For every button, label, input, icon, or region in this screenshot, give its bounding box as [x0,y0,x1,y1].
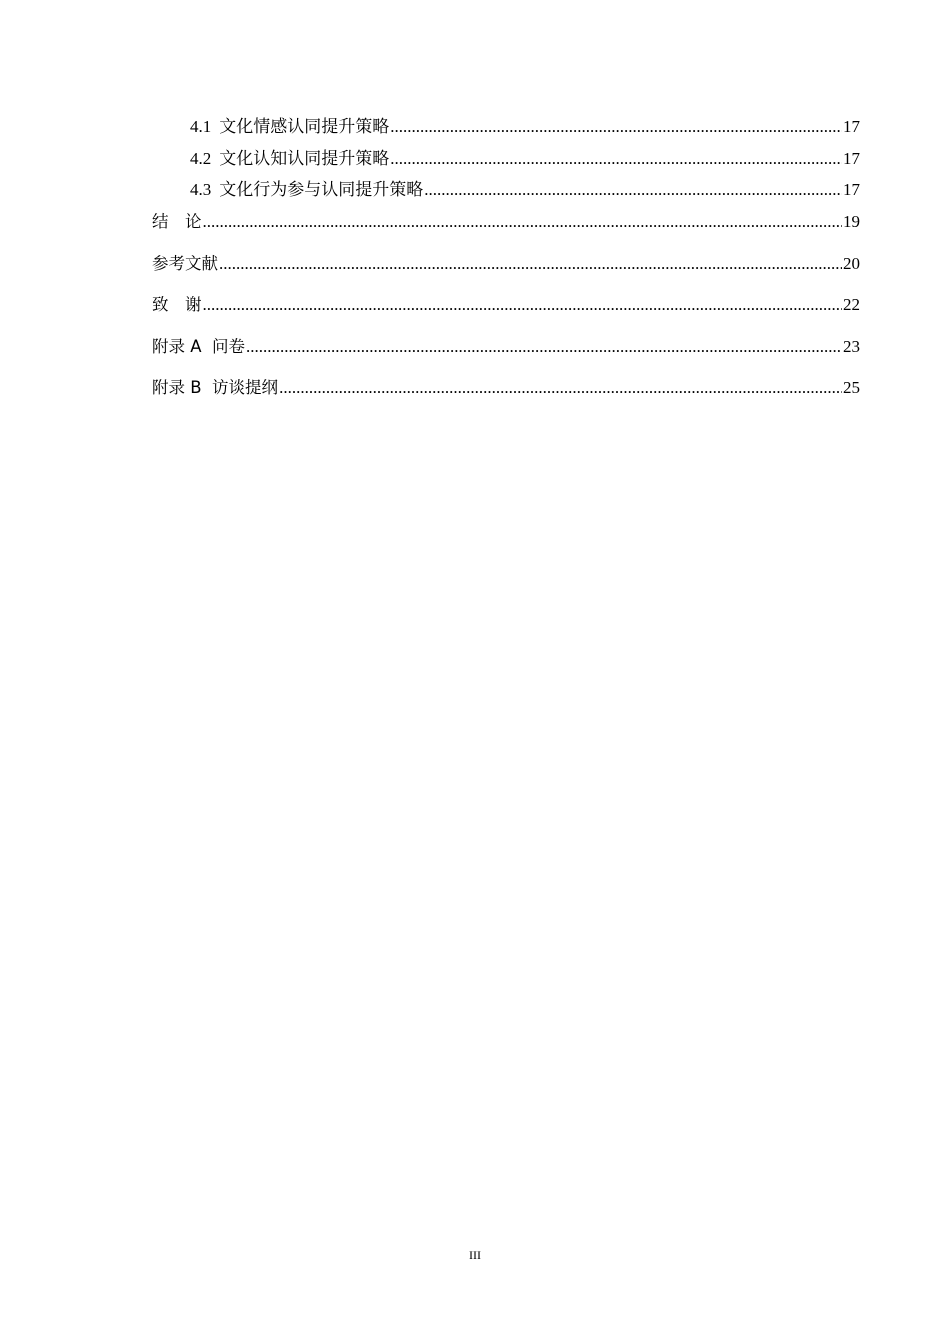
toc-entry-label [190,116,389,138]
toc-entry-number: 4.2 [190,148,212,168]
toc-entry-4-1[interactable] [152,116,860,138]
toc-entry-title: 文化行为参与认同提升策略 [219,180,424,199]
toc-leader-dots [390,148,842,170]
toc-entry-page: 25 [843,378,860,397]
toc-entry-page: 22 [843,295,860,314]
toc-entry-acknowledgements[interactable] [152,294,860,316]
toc-entry-title: 致 谢 [152,295,202,314]
toc-entry-number: 4.1 [190,117,212,136]
toc-entry-conclusion[interactable] [152,211,860,233]
toc-entry-title: 结 论 [152,212,202,231]
toc-entry-page: 17 [843,148,860,168]
toc-leader-dots [424,179,842,201]
toc-leader-dots [203,294,843,316]
toc-entry-4-3[interactable] [152,179,860,201]
toc-entry-title: 文化情感认同提升策略 [219,117,390,136]
toc-entry-page: 19 [843,212,860,231]
toc-leader-dots [279,377,842,399]
toc-entry-4-2[interactable] [152,148,860,170]
toc-entry-label [190,179,423,201]
toc-entry-title: 附录 A 问卷 [152,336,246,356]
toc-entry-title: 参考文献 [152,253,218,273]
toc-leader-dots [246,336,842,358]
toc-entry-label [190,148,389,170]
toc-entry-title: 文化认知认同提升策略 [219,148,390,168]
toc-entry-references[interactable] [152,253,860,275]
toc-entry-page: 17 [843,117,860,136]
toc-entry-page: 23 [843,336,860,356]
table-of-contents [152,116,860,419]
page-number-footer: III [469,1248,481,1262]
toc-entry-title: 附录 B 访谈提纲 [152,378,279,397]
toc-entry-appendix-a[interactable] [152,336,860,358]
toc-entry-page: 17 [843,180,860,199]
toc-entry-page: 20 [843,253,860,273]
toc-leader-dots [219,253,842,275]
toc-leader-dots [203,211,843,233]
toc-entry-appendix-b[interactable] [152,377,860,399]
toc-entry-number: 4.3 [190,180,212,199]
toc-leader-dots [390,116,842,138]
